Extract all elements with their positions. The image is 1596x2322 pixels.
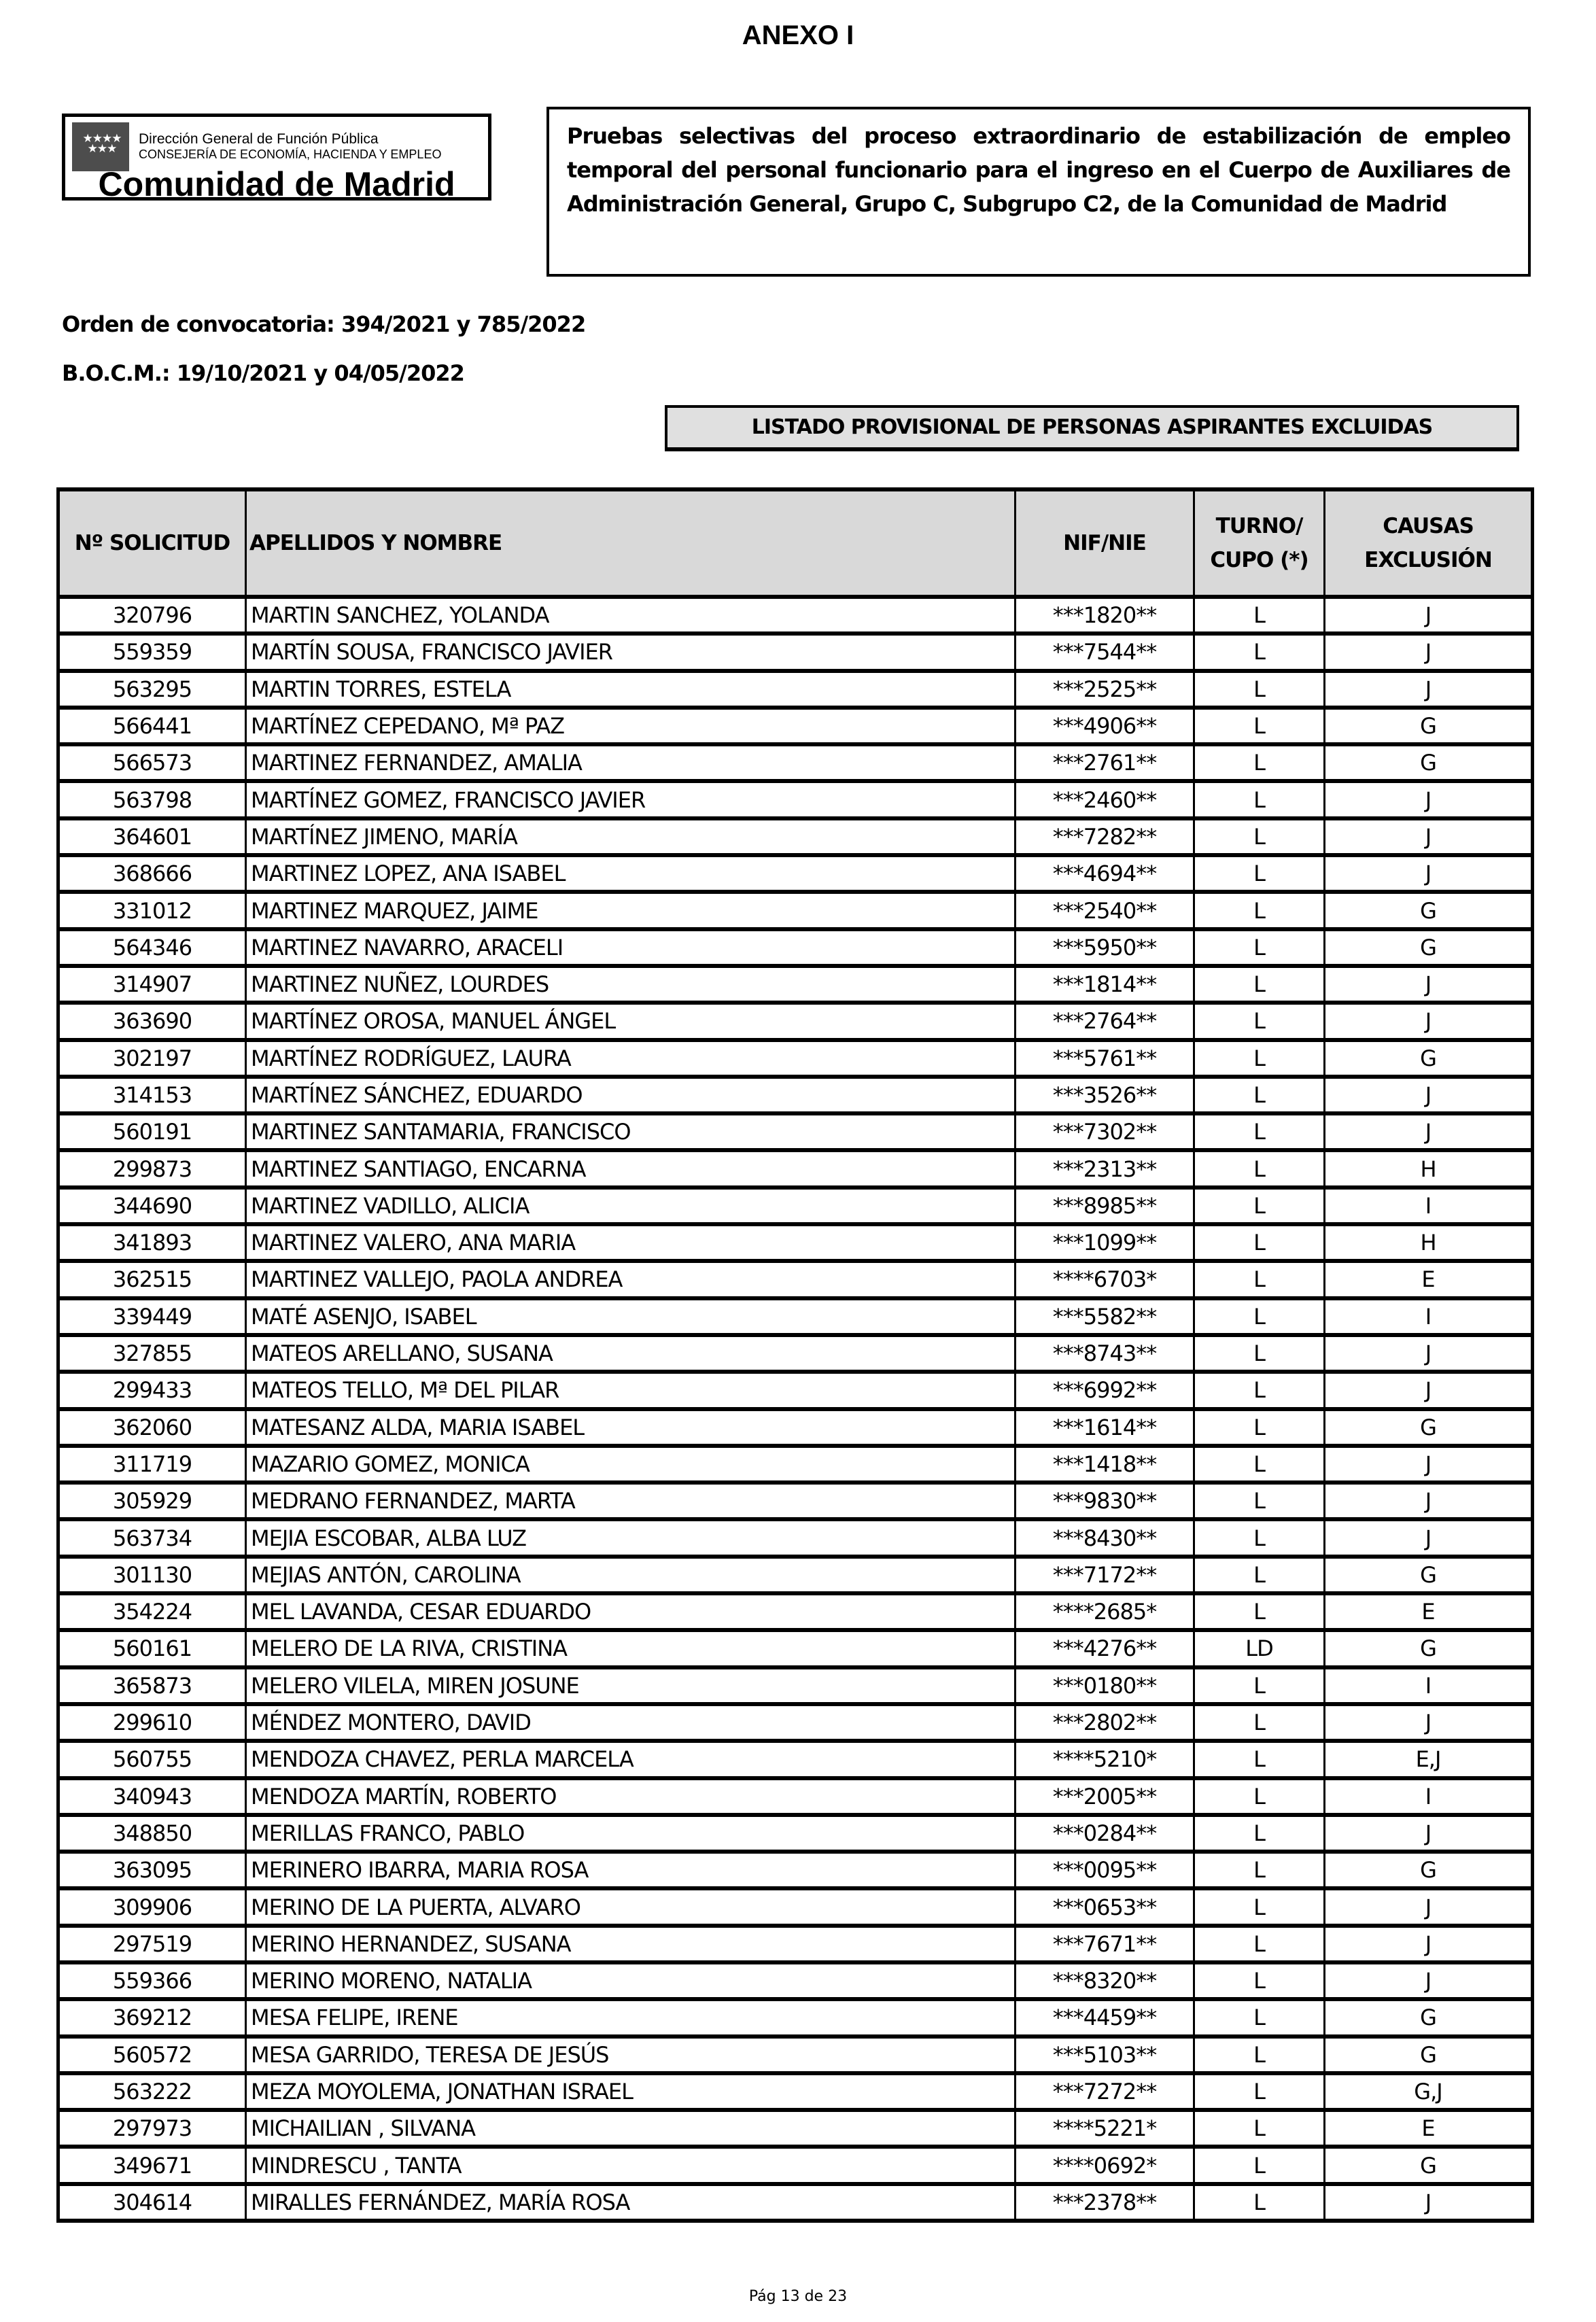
cell-turno: L <box>1194 1298 1325 1335</box>
cell-nif: ***5950** <box>1016 929 1194 966</box>
table-row <box>58 781 1533 818</box>
cell-turno: L <box>1194 1150 1325 1187</box>
orden-convocatoria: Orden de convocatoria: 394/2021 y 785/2022 <box>62 311 586 337</box>
cell-nombre: MARTÍNEZ SÁNCHEZ, EDUARDO <box>246 1077 1016 1113</box>
cell-causas: E <box>1325 1261 1533 1298</box>
cell-nombre: MERINO DE LA PUERTA, ALVARO <box>246 1888 1016 1925</box>
cell-nombre: MARTIN SANCHEZ, YOLANDA <box>246 597 1016 634</box>
cell-solicitud: 299433 <box>58 1372 246 1408</box>
table-header-row <box>58 489 1533 597</box>
comunidad-madrid-logo <box>62 114 491 201</box>
cell-solicitud: 566573 <box>58 744 246 781</box>
header-causas-line2: EXCLUSIÓN <box>1364 548 1492 572</box>
cell-nif: ***1814** <box>1016 966 1194 1003</box>
table-row <box>58 1372 1533 1408</box>
cell-nombre: MATÉ ASENJO, ISABEL <box>246 1298 1016 1335</box>
cell-nombre: MEJIA ESCOBAR, ALBA LUZ <box>246 1519 1016 1556</box>
cell-nombre: MARTINEZ LOPEZ, ANA ISABEL <box>246 855 1016 892</box>
cell-turno: L <box>1194 1040 1325 1077</box>
cell-solicitud: 341893 <box>58 1224 246 1261</box>
table-row <box>58 1593 1533 1630</box>
table-row <box>58 1888 1533 1925</box>
table-row <box>58 2073 1533 2110</box>
cell-causas: G <box>1325 1040 1533 1077</box>
table-row <box>58 1483 1533 1519</box>
table-row <box>58 1040 1533 1077</box>
cell-causas: J <box>1325 1113 1533 1150</box>
cell-nombre: MARTÍNEZ CEPEDANO, Mª PAZ <box>246 708 1016 744</box>
cell-causas: J <box>1325 671 1533 708</box>
cell-nombre: MATESANZ ALDA, MARIA ISABEL <box>246 1409 1016 1446</box>
cell-solicitud: 560161 <box>58 1630 246 1667</box>
cell-turno: L <box>1194 1483 1325 1519</box>
cell-solicitud: 297973 <box>58 2110 246 2147</box>
cell-solicitud: 364601 <box>58 818 246 855</box>
cell-turno: L <box>1194 1815 1325 1852</box>
cell-turno: L <box>1194 1519 1325 1556</box>
cell-turno: L <box>1194 1999 1325 2036</box>
header-causas <box>1325 489 1533 597</box>
cell-nif: ***4276** <box>1016 1630 1194 1667</box>
cell-turno: L <box>1194 2147 1325 2183</box>
cell-nombre: MARTINEZ MARQUEZ, JAIME <box>246 892 1016 929</box>
table-row <box>58 1741 1533 1778</box>
cell-turno: L <box>1194 1926 1325 1962</box>
cell-solicitud: 369212 <box>58 1999 246 2036</box>
cell-nombre: MARTÍNEZ RODRÍGUEZ, LAURA <box>246 1040 1016 1077</box>
cell-nombre: MARTINEZ NAVARRO, ARACELI <box>246 929 1016 966</box>
cell-nif: ***6992** <box>1016 1372 1194 1408</box>
table-row <box>58 634 1533 670</box>
cell-causas: H <box>1325 1224 1533 1261</box>
cell-solicitud: 299610 <box>58 1704 246 1741</box>
cell-solicitud: 362515 <box>58 1261 246 1298</box>
cell-turno: L <box>1194 1557 1325 1593</box>
cell-nif: ***7282** <box>1016 818 1194 855</box>
cell-turno: L <box>1194 929 1325 966</box>
cell-turno: L <box>1194 1409 1325 1446</box>
cell-causas: J <box>1325 1962 1533 1999</box>
logo-consejeria: CONSEJERÍA DE ECONOMÍA, HACIENDA Y EMPLEO <box>139 148 442 161</box>
cell-solicitud: 297519 <box>58 1926 246 1962</box>
cell-nif: ***9830** <box>1016 1483 1194 1519</box>
cell-turno: L <box>1194 1593 1325 1630</box>
cell-solicitud: 559359 <box>58 634 246 670</box>
cell-causas: G <box>1325 708 1533 744</box>
cell-causas: G,J <box>1325 2073 1533 2110</box>
cell-nombre: MERILLAS FRANCO, PABLO <box>246 1815 1016 1852</box>
cell-nombre: MERINO MORENO, NATALIA <box>246 1962 1016 1999</box>
header-turno-line2: CUPO (*) <box>1210 548 1308 572</box>
cell-causas: G <box>1325 1409 1533 1446</box>
cell-nombre: MENDOZA CHAVEZ, PERLA MARCELA <box>246 1741 1016 1778</box>
cell-nif: ****6703* <box>1016 1261 1194 1298</box>
cell-solicitud: 305929 <box>58 1483 246 1519</box>
cell-nombre: MARTÍN SOUSA, FRANCISCO JAVIER <box>246 634 1016 670</box>
cell-causas: J <box>1325 2184 1533 2221</box>
cell-turno: L <box>1194 1446 1325 1483</box>
cell-nif: ***0653** <box>1016 1888 1194 1925</box>
cell-nif: ***7671** <box>1016 1926 1194 1962</box>
cell-causas: J <box>1325 1077 1533 1113</box>
table-row <box>58 1150 1533 1187</box>
header-turno-line1: TURNO/ <box>1215 514 1303 538</box>
cell-nif: ***0284** <box>1016 1815 1194 1852</box>
cell-solicitud: 331012 <box>58 892 246 929</box>
cell-nif: ***8985** <box>1016 1188 1194 1224</box>
header-solicitud: Nº SOLICITUD <box>58 489 246 597</box>
cell-solicitud: 564346 <box>58 929 246 966</box>
cell-solicitud: 362060 <box>58 1409 246 1446</box>
cell-nombre: MARTINEZ SANTIAGO, ENCARNA <box>246 1150 1016 1187</box>
cell-nombre: MICHAILIAN , SILVANA <box>246 2110 1016 2147</box>
table-row <box>58 1630 1533 1667</box>
cell-solicitud: 363690 <box>58 1003 246 1039</box>
cell-solicitud: 314153 <box>58 1077 246 1113</box>
cell-turno: L <box>1194 1077 1325 1113</box>
cell-nif: ***2005** <box>1016 1778 1194 1815</box>
cell-causas: J <box>1325 597 1533 634</box>
cell-causas: I <box>1325 1667 1533 1704</box>
cell-causas: J <box>1325 1483 1533 1519</box>
table-row <box>58 818 1533 855</box>
cell-turno: L <box>1194 892 1325 929</box>
logo-direccion-general: Dirección General de Función Pública <box>139 131 379 147</box>
cell-nombre: MERINERO IBARRA, MARIA ROSA <box>246 1852 1016 1888</box>
cell-nif: ***8743** <box>1016 1335 1194 1372</box>
cell-turno: L <box>1194 855 1325 892</box>
cell-nombre: MESA GARRIDO, TERESA DE JESÚS <box>246 2037 1016 2073</box>
cell-turno: L <box>1194 1188 1325 1224</box>
cell-nombre: MELERO VILELA, MIREN JOSUNE <box>246 1667 1016 1704</box>
cell-nombre: MEL LAVANDA, CESAR EDUARDO <box>246 1593 1016 1630</box>
cell-causas: I <box>1325 1778 1533 1815</box>
cell-nombre: MATEOS ARELLANO, SUSANA <box>246 1335 1016 1372</box>
cell-nombre: MELERO DE LA RIVA, CRISTINA <box>246 1630 1016 1667</box>
cell-turno: L <box>1194 966 1325 1003</box>
cell-turno: L <box>1194 1704 1325 1741</box>
cell-nif: ***5761** <box>1016 1040 1194 1077</box>
cell-nombre: MINDRESCU , TANTA <box>246 2147 1016 2183</box>
cell-nif: ***2802** <box>1016 1704 1194 1741</box>
cell-turno: L <box>1194 2110 1325 2147</box>
table-row <box>58 1188 1533 1224</box>
cell-causas: J <box>1325 855 1533 892</box>
cell-causas: J <box>1325 966 1533 1003</box>
cell-causas: J <box>1325 1446 1533 1483</box>
cell-causas: H <box>1325 1150 1533 1187</box>
table-row <box>58 1704 1533 1741</box>
table-row <box>58 1003 1533 1039</box>
cell-turno: L <box>1194 1335 1325 1372</box>
process-title-text: Pruebas selectivas del proceso extraordinario de estabilización de empleo temporal del personal funcionario para el ingreso en el Cuerpo de Auxiliares de Administración General, Grupo C, Subgrupo C2, de la Comunidad de Madrid <box>567 123 1510 217</box>
cell-nif: ***2761** <box>1016 744 1194 781</box>
cell-turno: L <box>1194 1224 1325 1261</box>
excluded-applicants-table <box>56 487 1534 2223</box>
cell-turno: L <box>1194 1372 1325 1408</box>
cell-nif: ***1820** <box>1016 597 1194 634</box>
cell-causas: E <box>1325 1593 1533 1630</box>
cell-nif: ***0095** <box>1016 1852 1194 1888</box>
cell-nif: ****0692* <box>1016 2147 1194 2183</box>
cell-turno: L <box>1194 634 1325 670</box>
cell-solicitud: 320796 <box>58 597 246 634</box>
cell-solicitud: 304614 <box>58 2184 246 2221</box>
table-row <box>58 1962 1533 1999</box>
cell-causas: G <box>1325 1852 1533 1888</box>
cell-solicitud: 354224 <box>58 1593 246 1630</box>
header-nombre: APELLIDOS Y NOMBRE <box>246 489 1016 597</box>
table-row <box>58 1519 1533 1556</box>
cell-solicitud: 560755 <box>58 1741 246 1778</box>
process-title-box <box>547 107 1531 277</box>
cell-nif: ***2525** <box>1016 671 1194 708</box>
cell-causas: E,J <box>1325 1741 1533 1778</box>
cell-causas: G <box>1325 929 1533 966</box>
cell-turno: L <box>1194 818 1325 855</box>
cell-turno: L <box>1194 1778 1325 1815</box>
cell-turno: L <box>1194 1667 1325 1704</box>
page-number: Pág 13 de 23 <box>748 2288 848 2305</box>
cell-nombre: MARTINEZ FERNANDEZ, AMALIA <box>246 744 1016 781</box>
cell-nif: ****5221* <box>1016 2110 1194 2147</box>
cell-nombre: MARTINEZ VALERO, ANA MARIA <box>246 1224 1016 1261</box>
cell-causas: G <box>1325 892 1533 929</box>
table-row <box>58 1335 1533 1372</box>
cell-nombre: MARTINEZ SANTAMARIA, FRANCISCO <box>246 1113 1016 1150</box>
table-row <box>58 1852 1533 1888</box>
cell-causas: J <box>1325 1003 1533 1039</box>
cell-nif: ***1099** <box>1016 1224 1194 1261</box>
logo-organization-name: Comunidad de Madrid <box>98 165 455 203</box>
cell-nif: ***1614** <box>1016 1409 1194 1446</box>
cell-nif: ***2460** <box>1016 781 1194 818</box>
cell-nombre: MERINO HERNANDEZ, SUSANA <box>246 1926 1016 1962</box>
cell-causas: J <box>1325 1815 1533 1852</box>
table-row <box>58 1298 1533 1335</box>
cell-nombre: MEJIAS ANTÓN, CAROLINA <box>246 1557 1016 1593</box>
cell-causas: G <box>1325 2147 1533 2183</box>
cell-nif: ***5103** <box>1016 2037 1194 2073</box>
cell-turno: L <box>1194 1741 1325 1778</box>
table-row <box>58 1667 1533 1704</box>
cell-solicitud: 344690 <box>58 1188 246 1224</box>
cell-nif: ***8320** <box>1016 1962 1194 1999</box>
cell-solicitud: 368666 <box>58 855 246 892</box>
table-row <box>58 744 1533 781</box>
cell-nombre: MARTINEZ VADILLO, ALICIA <box>246 1188 1016 1224</box>
cell-nif: ****2685* <box>1016 1593 1194 1630</box>
table-row <box>58 1557 1533 1593</box>
table-row <box>58 1999 1533 2036</box>
cell-nif: ***4694** <box>1016 855 1194 892</box>
cell-nif: ***7272** <box>1016 2073 1194 2110</box>
cell-solicitud: 563222 <box>58 2073 246 2110</box>
cell-turno: L <box>1194 1003 1325 1039</box>
cell-nombre: MARTÍNEZ JIMENO, MARÍA <box>246 818 1016 855</box>
cell-solicitud: 299873 <box>58 1150 246 1187</box>
cell-causas: J <box>1325 818 1533 855</box>
cell-causas: J <box>1325 1372 1533 1408</box>
cell-solicitud: 563798 <box>58 781 246 818</box>
table-row <box>58 2147 1533 2183</box>
cell-causas: J <box>1325 1519 1533 1556</box>
cell-turno: L <box>1194 781 1325 818</box>
table-row <box>58 708 1533 744</box>
header-causas-line1: CAUSAS <box>1383 514 1474 538</box>
cell-solicitud: 311719 <box>58 1446 246 1483</box>
cell-nif: ***8430** <box>1016 1519 1194 1556</box>
listado-title-box: LISTADO PROVISIONAL DE PERSONAS ASPIRANTES EXCLUIDAS <box>665 405 1519 451</box>
cell-solicitud: 349671 <box>58 2147 246 2183</box>
cell-solicitud: 340943 <box>58 1778 246 1815</box>
cell-causas: J <box>1325 1926 1533 1962</box>
cell-solicitud: 301130 <box>58 1557 246 1593</box>
cell-nombre: MÉNDEZ MONTERO, DAVID <box>246 1704 1016 1741</box>
table-row <box>58 966 1533 1003</box>
cell-nombre: MARTINEZ NUÑEZ, LOURDES <box>246 966 1016 1003</box>
cell-turno: L <box>1194 671 1325 708</box>
cell-solicitud: 363095 <box>58 1852 246 1888</box>
cell-turno: L <box>1194 1888 1325 1925</box>
cell-nif: ****5210* <box>1016 1741 1194 1778</box>
cell-turno: L <box>1194 1261 1325 1298</box>
cell-solicitud: 560572 <box>58 2037 246 2073</box>
cell-solicitud: 339449 <box>58 1298 246 1335</box>
table-row <box>58 892 1533 929</box>
cell-nif: ***5582** <box>1016 1298 1194 1335</box>
cell-causas: J <box>1325 1888 1533 1925</box>
cell-nif: ***4906** <box>1016 708 1194 744</box>
stars-icon: ★★★★ ★★★ <box>82 132 122 155</box>
table-row <box>58 1409 1533 1446</box>
table-row <box>58 1113 1533 1150</box>
table-row <box>58 2037 1533 2073</box>
cell-solicitud: 566441 <box>58 708 246 744</box>
cell-solicitud: 309906 <box>58 1888 246 1925</box>
annex-title: ANEXO I <box>742 20 854 50</box>
table-row <box>58 1224 1533 1261</box>
cell-causas: G <box>1325 1557 1533 1593</box>
cell-solicitud: 302197 <box>58 1040 246 1077</box>
cell-nif: ***2764** <box>1016 1003 1194 1039</box>
cell-causas: G <box>1325 2037 1533 2073</box>
cell-causas: J <box>1325 781 1533 818</box>
cell-nif: ***0180** <box>1016 1667 1194 1704</box>
table-row <box>58 1446 1533 1483</box>
cell-causas: G <box>1325 1630 1533 1667</box>
cell-nif: ***7302** <box>1016 1113 1194 1150</box>
cell-solicitud: 348850 <box>58 1815 246 1852</box>
table-row <box>58 597 1533 634</box>
cell-nif: ***4459** <box>1016 1999 1194 2036</box>
cell-nombre: MARTÍNEZ OROSA, MANUEL ÁNGEL <box>246 1003 1016 1039</box>
table-row <box>58 855 1533 892</box>
cell-turno: L <box>1194 2037 1325 2073</box>
header-turno <box>1194 489 1325 597</box>
cell-turno: L <box>1194 597 1325 634</box>
cell-causas: G <box>1325 1999 1533 2036</box>
cell-nif: ***2378** <box>1016 2184 1194 2221</box>
table-row <box>58 1261 1533 1298</box>
cell-solicitud: 559366 <box>58 1962 246 1999</box>
cell-solicitud: 314907 <box>58 966 246 1003</box>
cell-nombre: MEZA MOYOLEMA, JONATHAN ISRAEL <box>246 2073 1016 2110</box>
cell-turno: L <box>1194 708 1325 744</box>
cell-solicitud: 365873 <box>58 1667 246 1704</box>
table-row <box>58 1077 1533 1113</box>
cell-nif: ***1418** <box>1016 1446 1194 1483</box>
cell-nombre: MENDOZA MARTÍN, ROBERTO <box>246 1778 1016 1815</box>
cell-nombre: MATEOS TELLO, Mª DEL PILAR <box>246 1372 1016 1408</box>
cell-nif: ***2540** <box>1016 892 1194 929</box>
cell-nombre: MEDRANO FERNANDEZ, MARTA <box>246 1483 1016 1519</box>
cell-turno: L <box>1194 744 1325 781</box>
cell-nombre: MARTINEZ VALLEJO, PAOLA ANDREA <box>246 1261 1016 1298</box>
table-row <box>58 2110 1533 2147</box>
madrid-flag-icon <box>72 122 129 171</box>
cell-causas: J <box>1325 1704 1533 1741</box>
cell-causas: G <box>1325 744 1533 781</box>
cell-nif: ***3526** <box>1016 1077 1194 1113</box>
table-row <box>58 929 1533 966</box>
cell-causas: I <box>1325 1188 1533 1224</box>
cell-causas: J <box>1325 634 1533 670</box>
cell-turno: LD <box>1194 1630 1325 1667</box>
table-row <box>58 2184 1533 2221</box>
bocm-dates: B.O.C.M.: 19/10/2021 y 04/05/2022 <box>62 360 464 386</box>
cell-nif: ***7544** <box>1016 634 1194 670</box>
table-row <box>58 1815 1533 1852</box>
cell-solicitud: 563295 <box>58 671 246 708</box>
cell-turno: L <box>1194 2073 1325 2110</box>
cell-solicitud: 560191 <box>58 1113 246 1150</box>
cell-turno: L <box>1194 1962 1325 1999</box>
cell-turno: L <box>1194 1113 1325 1150</box>
cell-solicitud: 563734 <box>58 1519 246 1556</box>
cell-nombre: MESA FELIPE, IRENE <box>246 1999 1016 2036</box>
header-nif: NIF/NIE <box>1016 489 1194 597</box>
cell-nombre: MARTIN TORRES, ESTELA <box>246 671 1016 708</box>
cell-causas: J <box>1325 1335 1533 1372</box>
table-row <box>58 1778 1533 1815</box>
cell-turno: L <box>1194 1852 1325 1888</box>
cell-nif: ***7172** <box>1016 1557 1194 1593</box>
cell-causas: E <box>1325 2110 1533 2147</box>
table-row <box>58 1926 1533 1962</box>
cell-causas: I <box>1325 1298 1533 1335</box>
cell-solicitud: 327855 <box>58 1335 246 1372</box>
table-row <box>58 671 1533 708</box>
cell-nombre: MARTÍNEZ GOMEZ, FRANCISCO JAVIER <box>246 781 1016 818</box>
cell-turno: L <box>1194 2184 1325 2221</box>
cell-nif: ***2313** <box>1016 1150 1194 1187</box>
cell-nombre: MAZARIO GOMEZ, MONICA <box>246 1446 1016 1483</box>
cell-nombre: MIRALLES FERNÁNDEZ, MARÍA ROSA <box>246 2184 1016 2221</box>
